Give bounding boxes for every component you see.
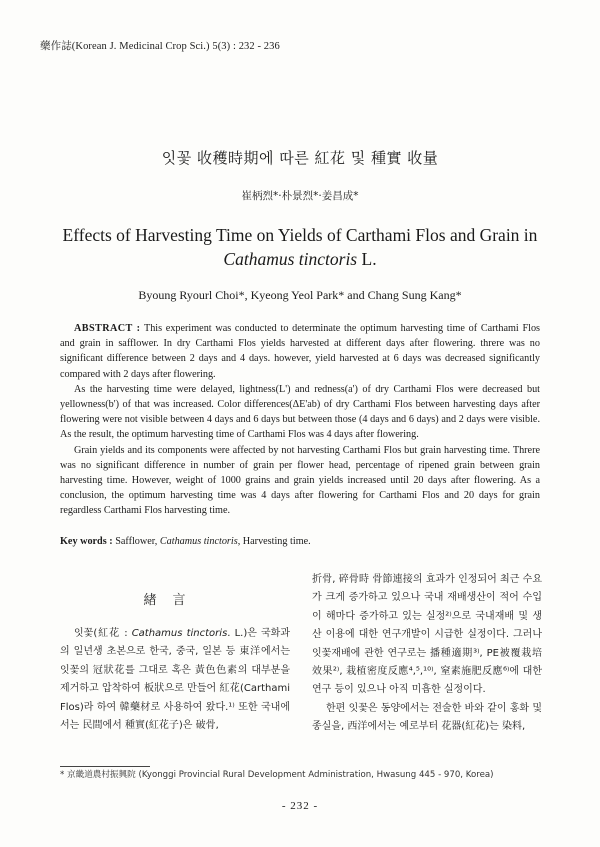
abstract-text-1: This experiment was conducted to determinate the optimum harvesting time of Carthami Flos and grain in safflower. In dry Carthami Flos yields harvested at different days after flowering. threre was no significant difference between 2 days and 4 days. however, yield harvested at 6 days was decreased significantly compared with 2 days after flowering. [60,323,540,380]
authors-korean: 崔柄烈*·朴景烈*·姜昌成* [241,190,359,202]
title-english [40,223,560,271]
title-korean: 잇꽃 收穫時期에 따른 紅花 및 種實 收量 [161,149,439,167]
left-p1-b: . L.)은 국화과의 일년생 초본으로 한국, 중국, 일본 등 東洋에서는 잇꽃의 冠狀花를 그대로 혹은 黃色色素의 대부분을 제거하고 압착하여 板狀으로 만들어 紅花(Carthami Flos)라 하여 韓藥材로 사용하여 왔다.¹⁾ 또한 국내에서는 民間에서 種實(紅花子)은 破骨, [60,628,291,732]
authors-english: Byoung Ryourl Choi*, Kyeong Yeol Park* and Chang Sung Kang* [138,288,462,302]
running-head: 藥作誌(Korean J. Medicinal Crop Sci.) 5(3) : 232 - 236 [40,41,280,52]
right-paragraph-1: 折骨, 碎骨時 骨節連接의 효과가 인정되어 최근 수요가 크게 증가하고 있으나 국내 재배생산이 적어 수입이 해마다 증가하고 있는 실정²⁾으로 국내재배 및 생산 이용에 대한 연구개발이 시급한 실정이다. 그러나 잇꽃재배에 관한 연구로는 播種適期³⁾, PE被覆栽培效果²⁾, 栽植密度反應⁴,⁵,¹⁰⁾, 窒素施肥反應⁶⁾에 대한 연구 등이 있으나 아직 미흡한 실정이다. [312,574,542,696]
keywords [60,536,540,547]
keywords-species: Cathamus tinctoris [159,536,238,547]
abstract-paragraph-1 [60,321,540,382]
left-p1-species: Cathamus tinctoris [131,628,228,639]
page-number: - 232 - [281,800,319,812]
keywords-before: Safflower, [112,536,160,547]
left-p1-a: 잇꽃(紅花 : [74,628,132,639]
abstract-paragraph-3: Grain yields and its components were affected by not harvesting Carthami Flos but grain harvesting time. Threre was no significant difference in number of grain per flower head, percentage of ripened grain between grain harvesting time. However, weight of 1000 grains and grain yields increased until 20 days after flowering. As a conclusion, the optimum harvesting time was 4 days after flowering for Carthami Flos and 20 days for grain regardless Carthami Flos harvesting time. [60,444,540,517]
abstract-paragraph-2: As the harvesting time were delayed, lightness(L') and redness(a') of dry Carthami Flos were decreased but yellowness(b') of that was increased. Color differences(ΔE'ab) of dry Carthami Flos between harvesting days after flowering were not visible between 4 days and 6 days but between those (4 days and 6 days) and 2 days were visible. As the result, the optimum harvesting time of Carthami Flos was 4 days after flowering. [60,383,540,441]
left-paragraph-1 [60,625,290,735]
title-english-line1: Effects of Harvesting Time on Yields of Carthami Flos and Grain in [62,225,538,245]
section-heading-introduction: 緖言 [143,593,202,608]
right-paragraph-2: 한편 잇꽃은 동양에서는 전술한 바와 같이 홍화 및 종실을, 西洋에서는 예로부터 花器(紅花)는 染料, [312,702,542,733]
footnote-affiliation: * 京畿道農村振興院 (Kyonggi Provincial Rural Development Administration, Hwasung 445 - 970, Korea) [60,770,494,780]
body-column-left [60,625,290,735]
keywords-after: , Harvesting time. [237,536,311,547]
title-english-species: Cathamus tinctoris [223,249,358,269]
abstract-label: ABSTRACT : [74,323,141,334]
footnote-divider [60,766,150,767]
keywords-label: Key words : [60,536,113,547]
title-english-tail: L. [357,249,377,269]
body-column-right [312,571,542,737]
abstract [60,321,540,519]
